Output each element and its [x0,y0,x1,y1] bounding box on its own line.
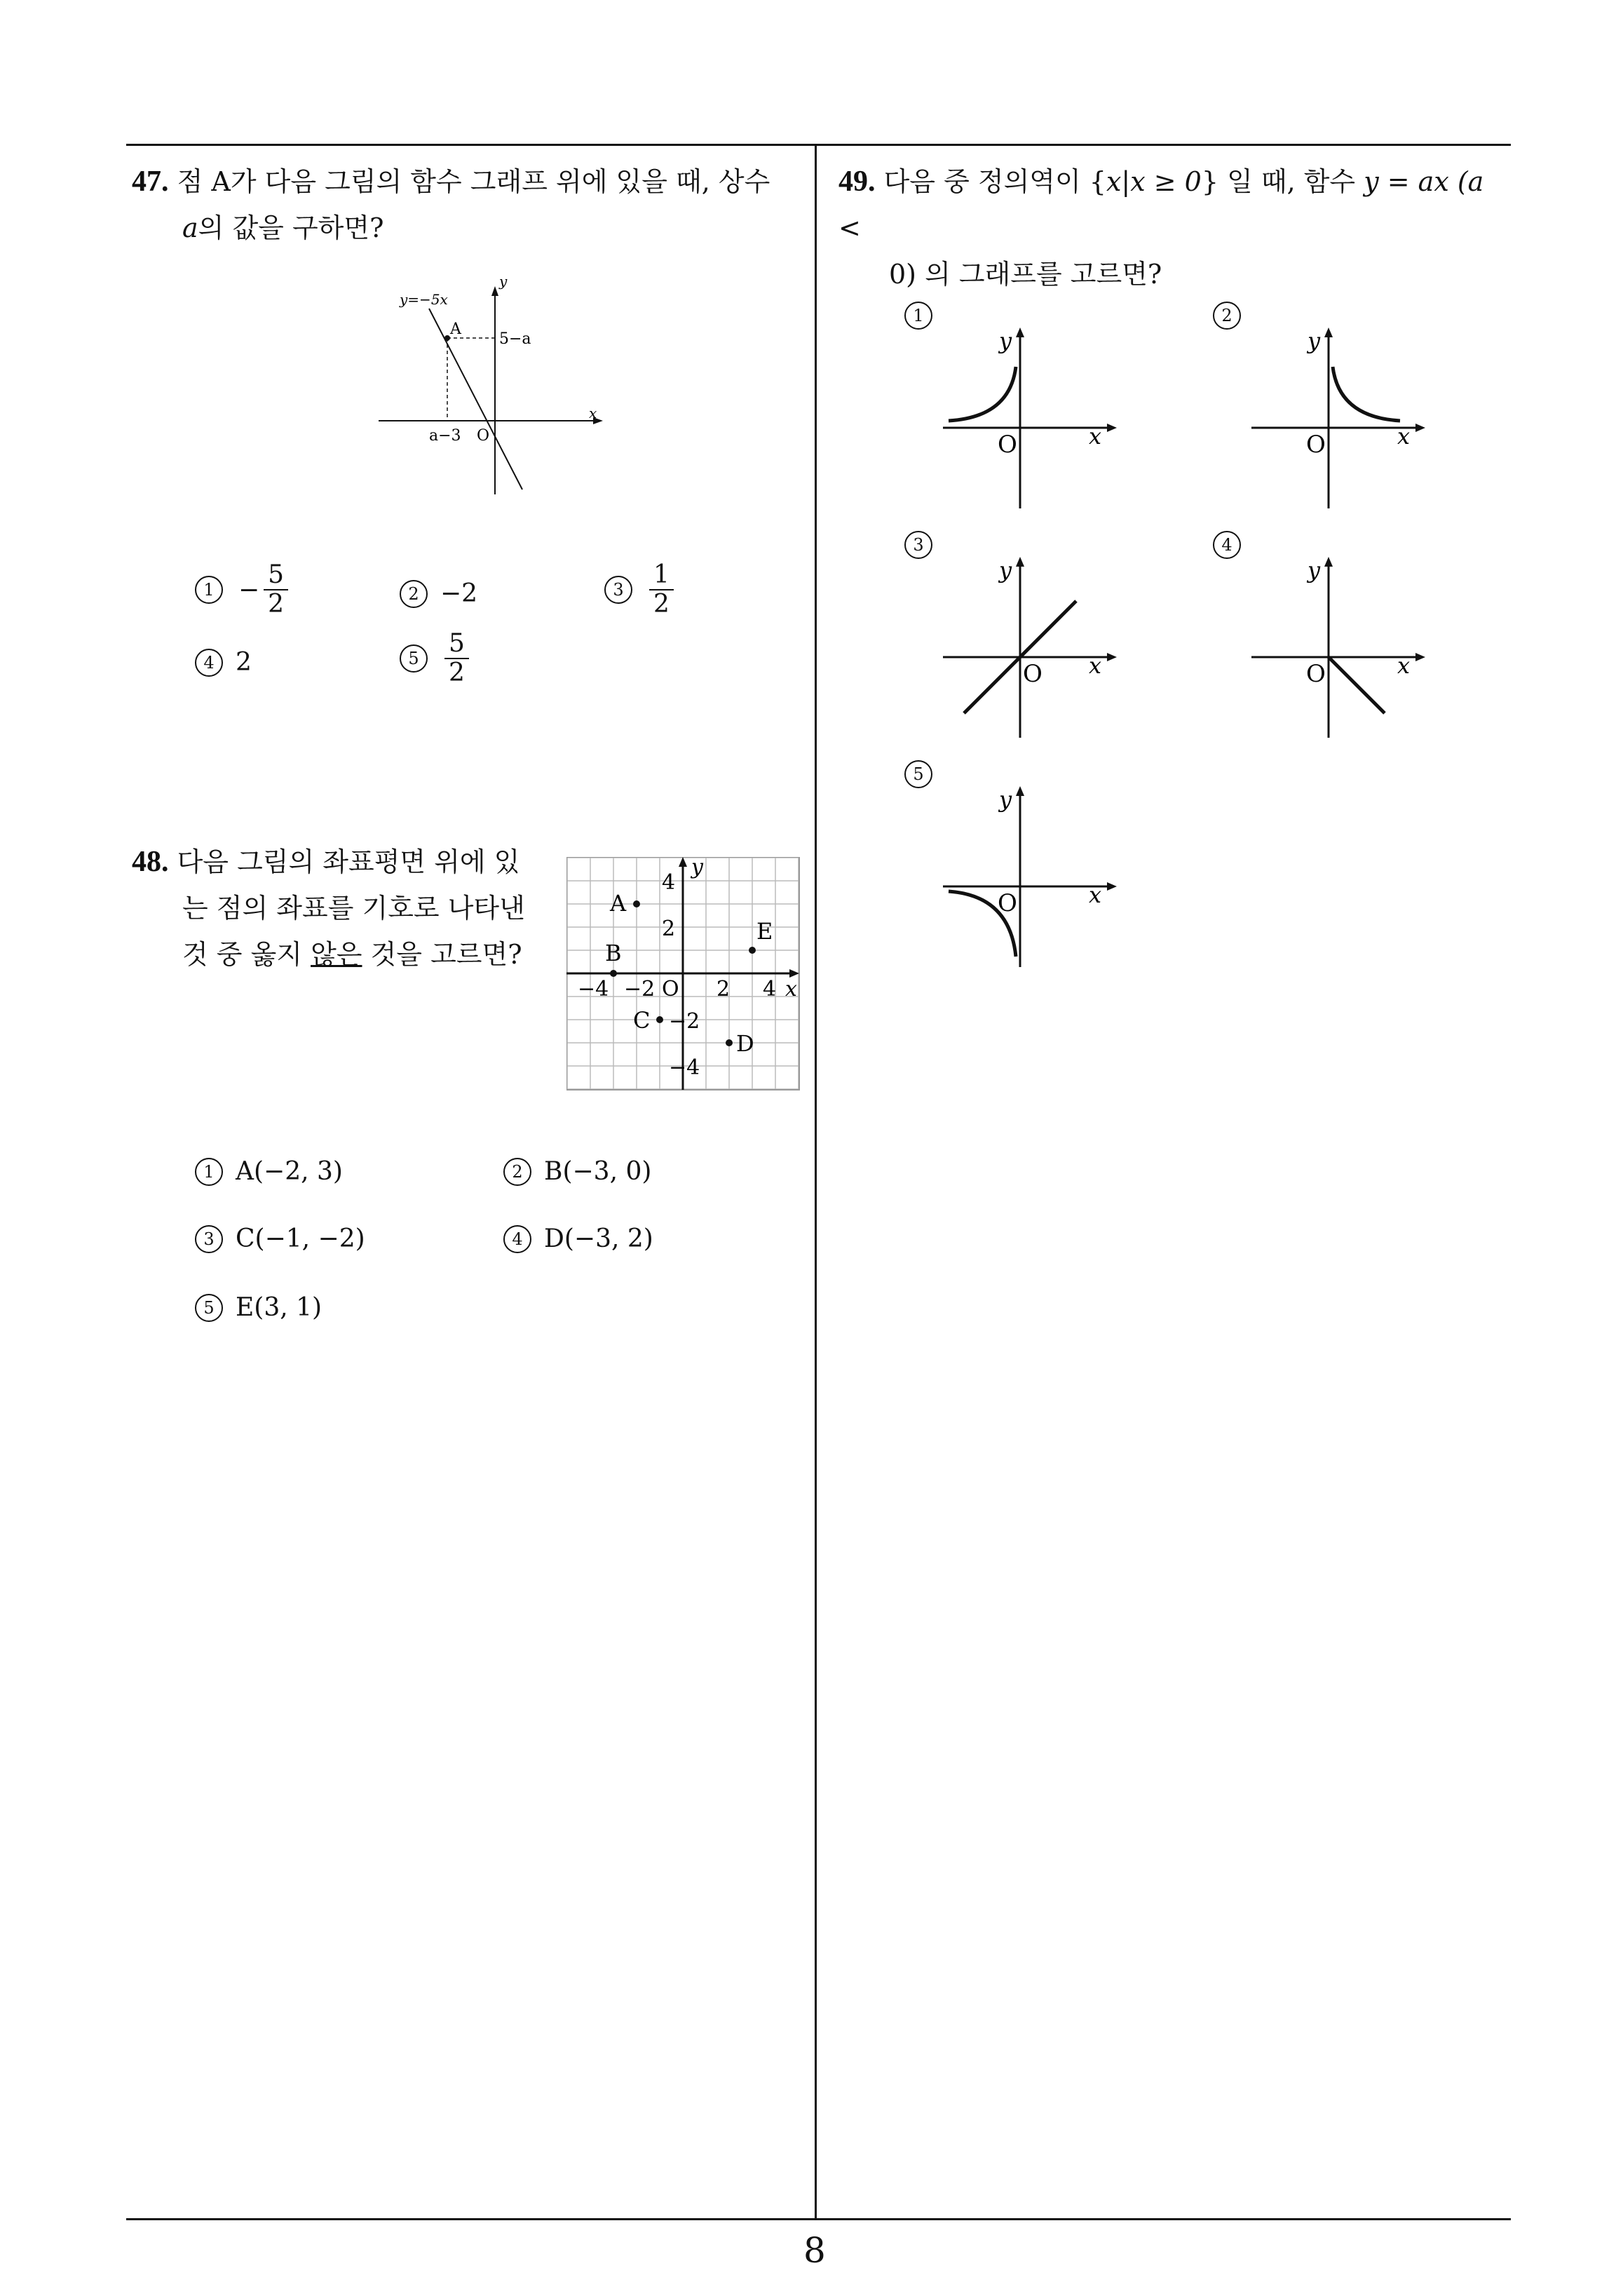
q48-choice-1[interactable] [195,1157,343,1186]
q47-line1: 점 A가 다음 그림의 함수 그래프 위에 있을 때, 상수 [177,166,770,197]
bottom-rule [126,2218,1511,2220]
q47-choice-1[interactable] [195,561,288,619]
q48-y-tick: 4 [662,870,676,895]
choice-mark: 2 [400,580,428,608]
q47-choice-4[interactable] [195,648,252,677]
page-number: 8 [803,2230,826,2271]
q47-y-axis-label: y [499,274,508,290]
q47-x-value-label: a−3 [429,427,461,445]
q48-x-tick: 4 [763,977,777,1001]
choice-mark: 5 [400,644,428,673]
q49-choice-4[interactable] [1213,531,1254,559]
choice-mark: 4 [503,1225,531,1253]
q48-coordinate-grid [566,857,805,1095]
q49-g1-y: y [999,327,1012,354]
q48-choice-4[interactable] [503,1224,653,1253]
q49-graph-3[interactable] [943,548,1125,745]
q49-g5-y: y [999,786,1012,813]
choice-mark: 3 [195,1225,223,1253]
q47-origin-label: O [477,427,490,445]
q49-choice-2[interactable] [1213,302,1254,330]
q49-line2: 0) 의 그래프를 고르면? [889,259,1162,290]
q48-point-label-c: C [633,1007,651,1034]
q47-point-a [444,335,450,341]
q48-y-arrow [679,857,687,867]
q48-point-label-a: A [610,890,627,917]
q47-line2: 의 값을 구하면? [198,212,384,243]
q47-choice-1-fraction: $\frac{5}{2}$ [264,561,288,619]
q49-choice-3[interactable] [904,531,945,559]
q48-line3b: 것을 고르면? [362,939,522,970]
q49-g5-x: x [1089,882,1102,908]
q48-point-a [633,900,640,907]
q47-y-arrow [491,286,498,296]
choice-mark: 4 [195,649,223,677]
q47-figure [379,274,617,498]
column-divider [815,144,817,2220]
q49-graph-4[interactable] [1251,548,1434,745]
q48-line1: 다음 그림의 좌표평면 위에 있 [177,846,520,877]
q49-graph-2[interactable] [1251,319,1434,515]
q49-g3-origin: O [1023,660,1043,688]
q48-choice-4-text: D(−3, 2) [544,1224,653,1253]
choice-mark: 4 [1213,531,1241,559]
q49-g2-y: y [1308,327,1321,354]
choice-mark: 3 [604,576,632,604]
q47-choice-1-sign: − [238,575,260,605]
q48-choice-3-text: C(−1, −2) [236,1224,365,1253]
choice-mark: 2 [503,1158,531,1186]
q48-point-label-b: B [605,940,622,966]
q48-choice-2-text: B(−3, 0) [544,1157,652,1186]
q49-graph-1[interactable] [943,319,1125,515]
q48-origin-label: O [662,977,679,1001]
q47-choice-2-text: −2 [440,579,478,608]
q48-choice-1-text: A(−2, 3) [236,1157,343,1186]
choice-mark: 1 [195,576,223,604]
q48-y-axis-label: y [691,857,703,879]
q49-g2-x: x [1397,423,1411,450]
q49-text [838,158,1512,297]
q47-x-axis-label: x [589,405,597,421]
q49-g1-x: x [1089,423,1102,450]
q49-line1b: } 일 때, 함수 [1201,166,1364,197]
q48-point-b [610,970,617,977]
q48-point-e [749,947,756,954]
q49-g1-origin: O [998,431,1017,459]
q47-var: a [182,212,198,243]
q47-choice-4-text: 2 [236,648,252,677]
q48-number: 48. [132,846,169,878]
q49-function: y = ax (a < [838,166,1484,243]
q48-point-label-d: D [736,1030,754,1057]
q47-line-label: y=−5x [400,291,448,308]
choice-mark: 5 [195,1294,223,1322]
q48-x-tick: −4 [578,977,609,1001]
q49-g3-y: y [999,557,1012,583]
q48-point-c [656,1016,663,1023]
q48-x-tick: 2 [717,977,731,1001]
q48-point-d [726,1039,733,1046]
q48-point-label-e: E [756,918,773,945]
q48-y-tick: −2 [669,1009,700,1034]
q49-line1a: 다음 중 정의역이 { [883,166,1106,197]
q49-choice-1[interactable] [904,302,945,330]
choice-mark: 1 [904,302,932,330]
q49-g4-y: y [1308,557,1321,583]
q47-point-label: A [450,320,461,338]
q48-x-tick: −2 [624,977,656,1001]
q48-x-axis-label: x [785,977,797,1001]
q48-text [132,839,552,978]
q49-set: x|x ≥ 0 [1106,166,1202,197]
q47-choice-3[interactable] [604,561,674,619]
q49-choice-5[interactable] [904,760,945,788]
q47-text [132,158,805,251]
q49-g4-origin: O [1306,660,1326,688]
q48-line3-underline: 않은 [311,939,362,970]
q47-y-value-label: 5−a [499,330,531,348]
choice-mark: 3 [904,531,932,559]
q49-g2-origin: O [1306,431,1326,459]
q47-choice-5-fraction: $\frac{5}{2}$ [444,630,469,687]
q49-g3-x: x [1089,652,1102,679]
q47-choice-2[interactable] [400,579,477,608]
q48-y-tick: 2 [662,917,676,941]
q49-graph-5[interactable] [943,778,1125,974]
q48-y-tick: −4 [669,1055,700,1080]
q48-choice-5[interactable] [195,1293,322,1322]
q47-choice-5[interactable] [400,630,469,687]
q48-line2: 는 점의 좌표를 기호로 나타낸 [182,893,525,924]
choice-mark: 2 [1213,302,1241,330]
q47-number: 47. [132,166,169,198]
q48-choice-5-text: E(3, 1) [236,1293,322,1322]
q49-number: 49. [838,166,876,198]
choice-mark: 1 [195,1158,223,1186]
q48-choice-3[interactable] [195,1224,365,1253]
q49-g4-x: x [1397,652,1411,679]
q48-line3a: 것 중 옳지 [182,939,311,970]
choice-mark: 5 [904,760,932,788]
q48-choice-2[interactable] [503,1157,651,1186]
q49-g5-origin: O [998,889,1017,917]
q47-choice-3-fraction: $\frac{1}{2}$ [649,561,674,619]
top-rule [126,144,1511,146]
